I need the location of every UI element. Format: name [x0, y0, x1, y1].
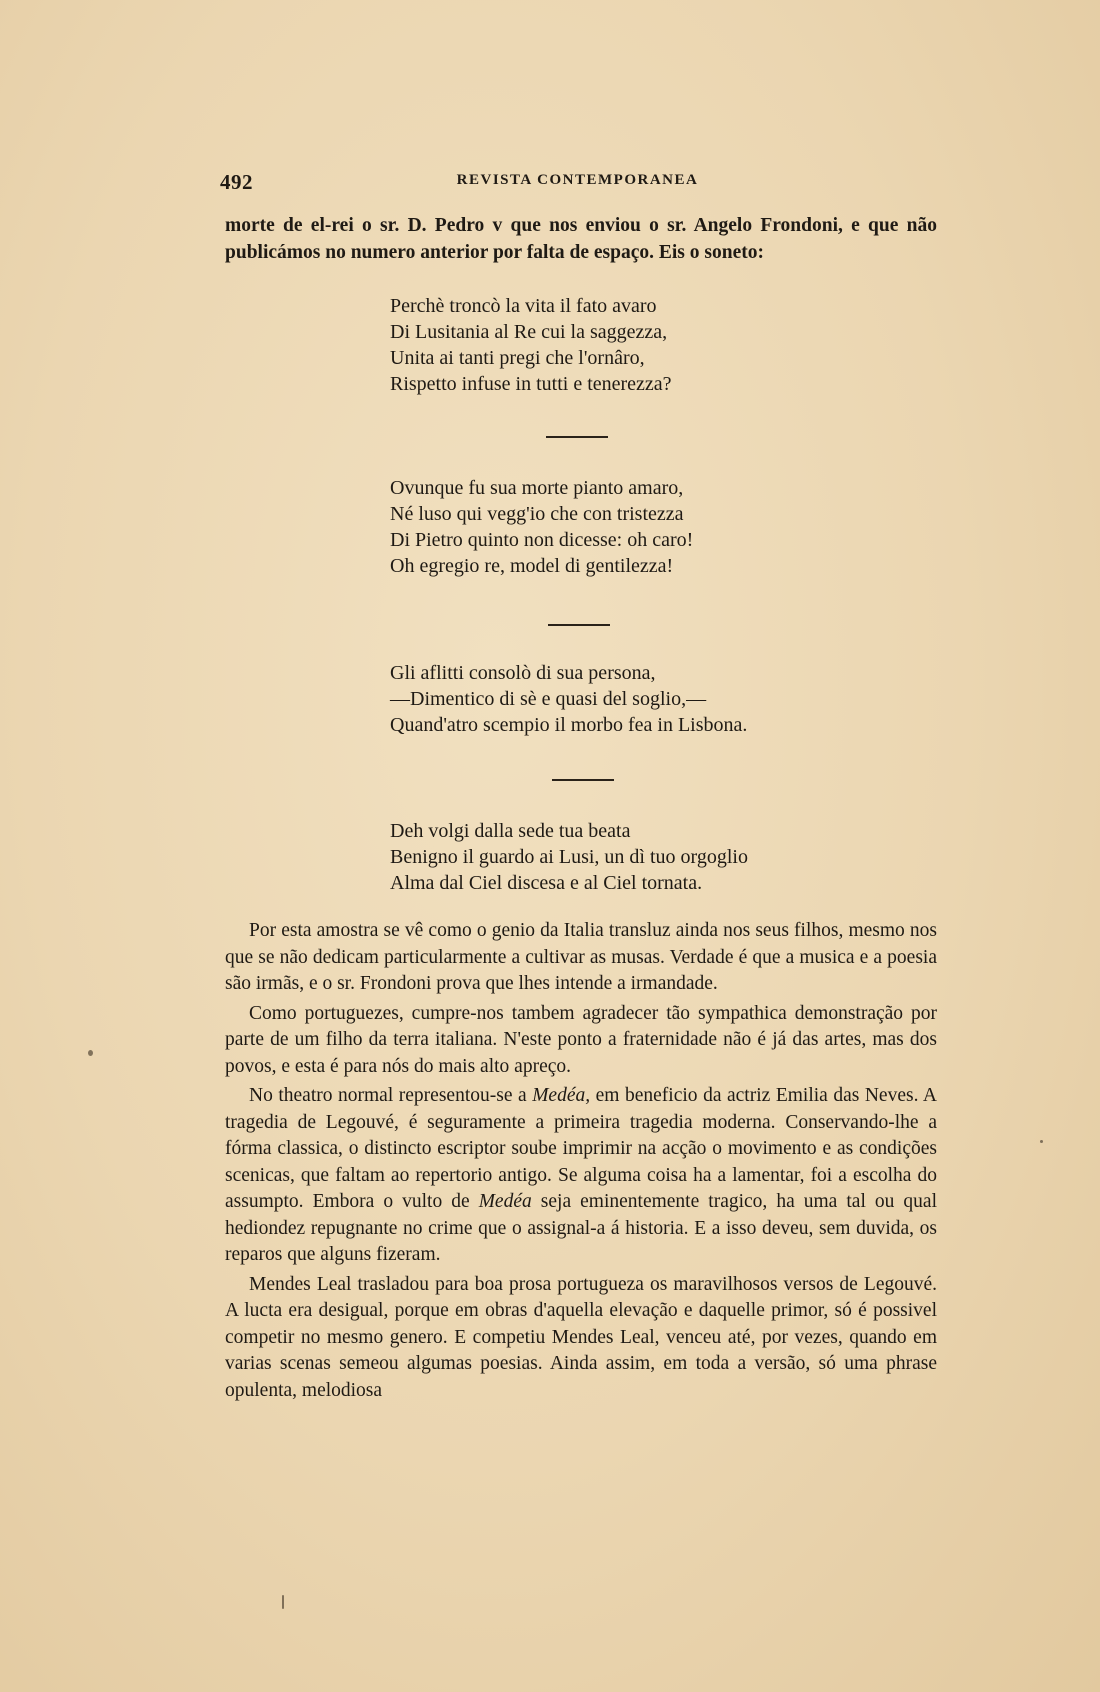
body-text: [225, 918, 937, 1404]
verse-line: Benigno il guardo ai Lusi, un dì tuo orgoglio: [390, 846, 748, 868]
paragraph-3-part-b: em beneficio da actriz Emilia das Neves. A tragedia de Legouvé, é seguramente a primeira tragedia moderna. Conservando-lhe a fórma classica, o distincto escriptor soube imprimir na acção o movimento e as condições scenicas, que faltam ao repertorio antigo. Se alguma coisa ha a lamentar, foi a escolha do assumpto. Embora o vulto de: [225, 1085, 937, 1212]
verse-line: Gli aflitti consolò di sua persona,: [390, 662, 656, 684]
stanza-divider: [546, 436, 608, 438]
verse-line: Oh egregio re, model di gentilezza!: [390, 555, 674, 577]
stanza-divider: [552, 779, 614, 781]
verse-line: Alma dal Ciel discesa e al Ciel tornata.: [390, 872, 703, 894]
stanza-divider: [548, 624, 610, 626]
paragraph-2: Como portuguezes, cumpre-nos tambem agradecer tão sympathica demonstração por parte de um filho da terra italiana. N'este ponto a fraternidade não é já das artes, mas dos povos, e esta é para nós do mais alto apreço.: [225, 1002, 937, 1077]
intro-paragraph: [225, 213, 937, 266]
sonnet-stanza-2: [390, 475, 870, 579]
verse-line: Perchè troncò la vita il fato avaro: [390, 295, 657, 317]
page-header: [220, 170, 935, 200]
verse-line: —Dimentico di sè e quasi del soglio,—: [390, 688, 707, 710]
paper-speck: [88, 1050, 93, 1056]
page-number: 492: [220, 170, 253, 194]
running-title: REVISTA CONTEMPORANEA: [456, 172, 699, 188]
verse-line: Quand'atro scempio il morbo fea in Lisbona.: [390, 714, 748, 736]
paragraph-4: Mendes Leal trasladou para boa prosa portugueza os maravilhosos versos de Legouvé. A lucta era desigual, porque em obras d'aquella elevação e daquelle primor, só é possivel competir no mesmo genero. E competiu Mendes Leal, venceu até, por vezes, quando em varias scenas semeou algumas poesias. Ainda assim, em toda a versão, só uma phrase opulenta, melodiosa: [225, 1273, 937, 1401]
paragraph-3-part-c: seja eminentemente tragico, ha uma tal ou qual hediondez repugnante no crime que o assignal-a á historia. E a isso deveu, sem duvida, os reparos que alguns fizeram.: [225, 1191, 937, 1265]
title-medea: Medéa,: [532, 1085, 591, 1106]
paper-speck: [1040, 1140, 1043, 1143]
paragraph-3-part-a: No theatro normal representou-se a: [249, 1085, 533, 1106]
title-medea: Medéa: [478, 1191, 532, 1212]
sonnet-stanza-1: [390, 293, 870, 397]
intro-text: morte de el-rei o sr. D. Pedro v que nos enviou o sr. Angelo Frondoni, e que não publicámos no numero anterior por falta de espaço. Eis o soneto:: [225, 215, 937, 263]
paragraph-3: [225, 1083, 937, 1269]
sonnet-stanza-3: [390, 660, 870, 738]
verse-line: Rispetto infuse in tutti e tenerezza?: [390, 373, 672, 395]
verse-line: Deh volgi dalla sede tua beata: [390, 820, 631, 842]
paragraph-1: Por esta amostra se vê como o genio da Italia transluz ainda nos seus filhos, mesmo nos que se não dedicam particularmente a cultivar as musas. Verdade é que a musica e a poesia são irmãs, e o sr. Frondoni prova que lhes intende a irmandade.: [225, 920, 937, 994]
sonnet-stanza-4: [390, 818, 870, 896]
verse-line: Di Pietro quinto non dicesse: oh caro!: [390, 529, 694, 551]
paper-speck: [282, 1595, 284, 1609]
verse-line: Ovunque fu sua morte pianto amaro,: [390, 477, 684, 499]
verse-line: Né luso qui vegg'io che con tristezza: [390, 503, 684, 525]
verse-line: Unita ai tanti pregi che l'ornâro,: [390, 347, 645, 369]
verse-line: Di Lusitania al Re cui la saggezza,: [390, 321, 668, 343]
